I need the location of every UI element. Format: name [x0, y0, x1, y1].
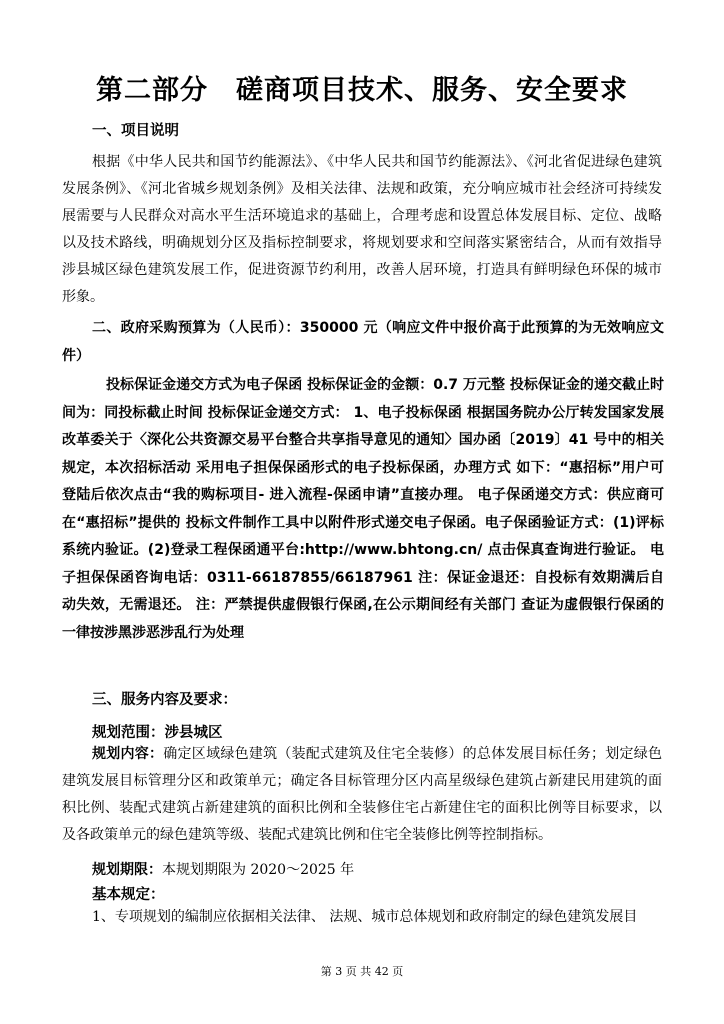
title-part: 第二部分 — [96, 75, 208, 106]
section2-body: 投标保证金递交方式为电子保函 投标保证金的金额：0.7 万元整 投标保证金的递交截止时间为：同投标截止时间 投标保证金递交方式： 1、电子投标保函 根据国务院办公厅转发国家发展改革委关于〈深化公共资源交易平台整合共享指导意见的通知〉国办函〔2019〕41 号中的相关规定，本次招标活动 采用电子担保保函形式的电子投标保函，办理方式 如下：“惠招标”用户可登陆后依次点击“我的购标项目- 进入流程-保函申请”直接办理。 电子保函递交方式：供应商可在“惠招标”提供的 投标文件制作工具中以附件形式递交电子保函。电子保函验证方式：(1)评标系统内验证。(2)登录工程保函通平台:http://www.bhtong.cn/ 点击保真查询进行验证。 电子担保保函咨询电话：0311-66187855/66187961 注：保证金退还：自投标有效期满后自动失效，无需退还。 注：严禁提供虚假银行保函,在公示期间经有关部门 查证为虚假银行保函的一律按涉黑涉恶涉乱行为处理 — [62, 377, 664, 641]
planning-period — [62, 857, 662, 884]
planning-period-label: 规划期限： — [92, 862, 162, 878]
planning-content-text: 确定区域绿色建筑（装配式建筑及住宅全装修）的总体发展目标任务；划定绿色建筑发展目标管理分区和政策单元；确定各目标管理分区内高星级绿色建筑占新建民用建筑的面积比例、装配式建筑占新建建筑的面积比例和全装修住宅占新建住宅的面积比例等目标要求，以及各政策单元的绿色建筑等级、装配式建筑比例和住宅全装修比例等控制指标。 — [62, 746, 663, 843]
section1-body: 根据《中华人民共和国节约能源法》、《中华人民共和国节约能源法》、《河北省促进绿色建筑发展条例》、《河北省城乡规划条例》及相关法律、法规和政策，充分响应城市社会经济可持续发展需要与人民群众对高水平生活环境追求的基础上，合理考虑和设置总体发展目标、定位、战略以及技术路线，明确规划分区及指标控制要求，将规划要求和空间落实紧密结合，从而有效指导涉县城区绿色建筑发展工作，促进资源节约利用，改善人居环境，打造具有鲜明绿色环保的城市形象。 — [62, 154, 662, 305]
section3-heading: 三、服务内容及要求： — [92, 692, 237, 708]
section2-heading: 二、政府采购预算为（人民币）：350000 元（响应文件中报价高于此预算的为无效响应文件） — [62, 320, 664, 364]
basic-rules-label: 基本规定： — [92, 887, 165, 903]
basic-rules-item1: 1、专项规划的编制应依据相关法律、 法规、城市总体规划和政府制定的绿色建筑发展目 — [92, 909, 638, 925]
section1-heading: 一、项目说明 — [92, 123, 179, 139]
planning-period-text: 本规划期限为 2020～2025 年 — [162, 862, 355, 878]
title-main: 磋商项目技术、服务、安全要求 — [236, 75, 628, 106]
page-title — [0, 68, 724, 107]
planning-content — [62, 741, 662, 849]
planning-scope: 规划范围：涉县城区 — [92, 725, 223, 741]
page-number: 第 3 页 共 42 页 — [320, 965, 404, 978]
planning-content-label: 规划内容： — [92, 746, 164, 762]
